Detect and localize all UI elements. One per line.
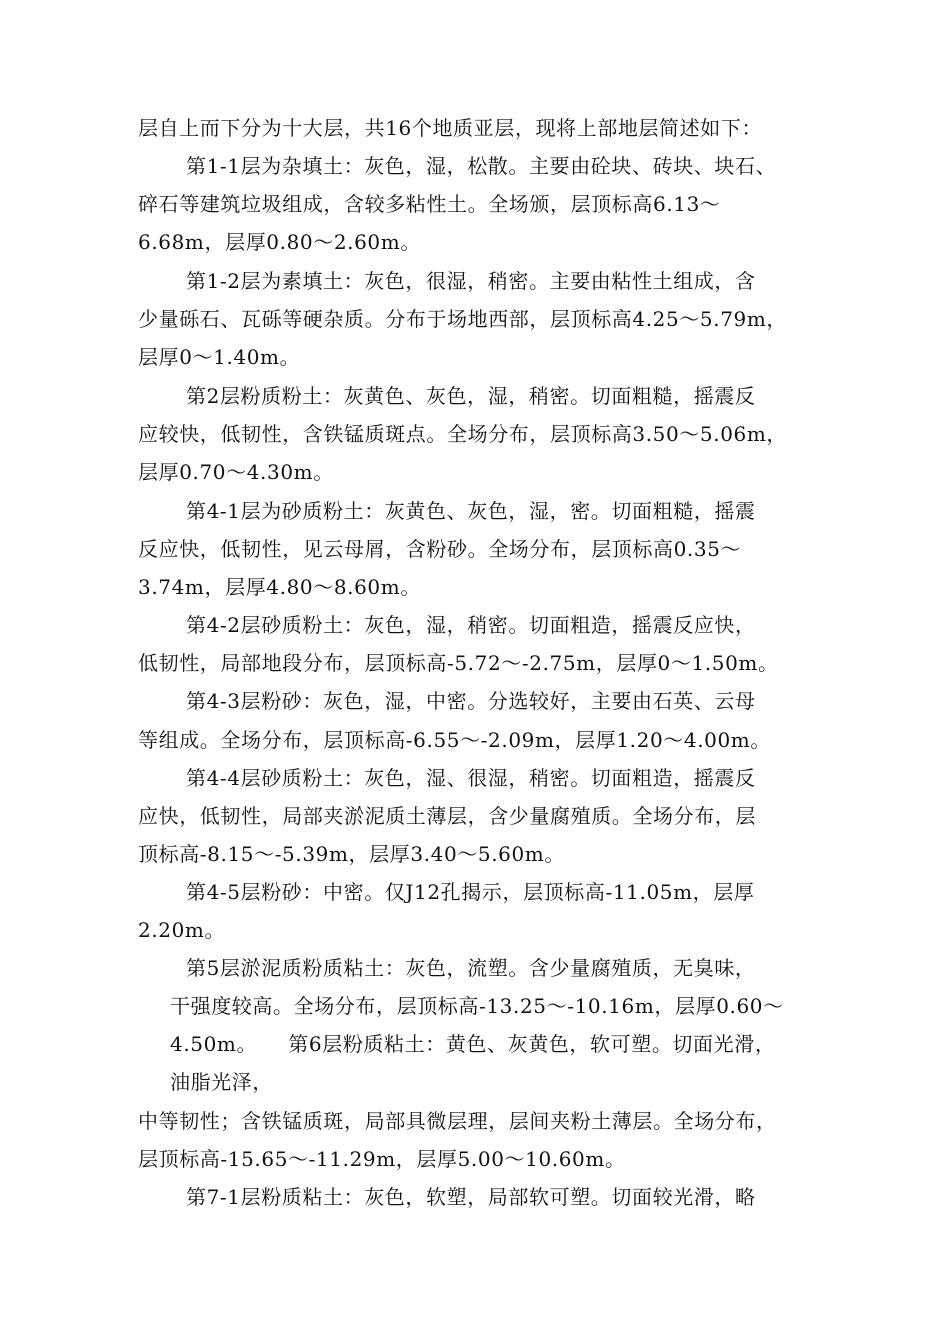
- text-line: 6.68m，层厚0.80～2.60m。: [138, 230, 421, 254]
- text-line: 干强度较高。全场分布，层顶标高-13.25～-10.16m，层厚0.60～: [170, 994, 784, 1018]
- text-line: 第1-1层为杂填土：灰色，湿，松散。主要由砼块、砖块、块石、: [186, 154, 777, 178]
- text-line: 顶标高-8.15～-5.39m，层厚3.40～5.60m。: [138, 842, 565, 866]
- text-line: 第2层粉质粉土：灰黄色、灰色，湿，稍密。切面粗糙，摇震反: [186, 384, 756, 408]
- text-line: 油脂光泽，: [170, 1070, 273, 1094]
- text-line: 第5层淤泥质粉质粘土：灰色，流塑。含少量腐殖质，无臭味，: [186, 956, 756, 980]
- text-line: 层厚0.70～4.30m。: [138, 460, 334, 484]
- text-line: 层自上而下分为十大层，共16个地质亚层，现将上部地层简述如下：: [138, 116, 763, 140]
- text-line: 层顶标高-15.65～-11.29m，层厚5.00～10.60m。: [138, 1147, 626, 1171]
- text-line: 等组成。全场分布，层顶标高-6.55～-2.09m，层厚1.20～4.00m。: [138, 728, 771, 752]
- text-line: 第7-1层粉质粘土：灰色，软塑，局部软可塑。切面较光滑，略: [186, 1185, 756, 1209]
- text-line: 第1-2层为素填土：灰色，很湿，稍密。主要由粘性土组成，含: [186, 269, 756, 293]
- text-line: 第4-5层粉砂：中密。仅J12孔揭示，层顶标高-11.05m，层厚: [186, 880, 755, 904]
- text-line: 第4-2层砂质粉土：灰色，湿，稍密。切面粗造，摇震反应快，: [186, 613, 756, 637]
- text-line: 2.20m。: [138, 918, 226, 942]
- text-line: 应较快，低韧性，含铁锰质斑点。全场分布，层顶标高3.50～5.06m，: [138, 422, 788, 446]
- text-line: 反应快，低韧性，见云母屑，含粉砂。全场分布，层顶标高0.35～: [138, 537, 742, 561]
- text-line: 第4-3层粉砂：灰色，湿，中密。分选较好，主要由石英、云母: [186, 689, 756, 713]
- text-line: 中等韧性；含铁锰质斑，局部具微层理，层间夹粉土薄层。全场分布，: [138, 1109, 777, 1133]
- text-line: 层厚0～1.40m。: [138, 345, 301, 369]
- text-line: 第4-1层为砂质粉土：灰黄色、灰色，湿，密。切面粗糙，摇震: [186, 499, 756, 523]
- text-line: 第4-4层砂质粉土：灰色，湿、很湿，稍密。切面粗造，摇震反: [186, 766, 756, 790]
- text-line: 少量砾石、瓦砾等硬杂质。分布于场地西部，层顶标高4.25～5.79m，: [138, 307, 788, 331]
- text-line: 4.50m。 第6层粉质粘土：黄色、灰黄色，软可塑。切面光滑，: [170, 1032, 776, 1056]
- text-line: 3.74m，层厚4.80～8.60m。: [138, 575, 421, 599]
- text-line: 低韧性，局部地段分布，层顶标高-5.72～-2.75m，层厚0～1.50m。: [138, 651, 779, 675]
- text-line: 碎石等建筑垃圾组成，含较多粘性土。全场颁，层顶标高6.13～: [138, 192, 721, 216]
- text-line: 应快，低韧性，局部夹淤泥质土薄层，含少量腐殖质。全场分布，层: [138, 804, 756, 828]
